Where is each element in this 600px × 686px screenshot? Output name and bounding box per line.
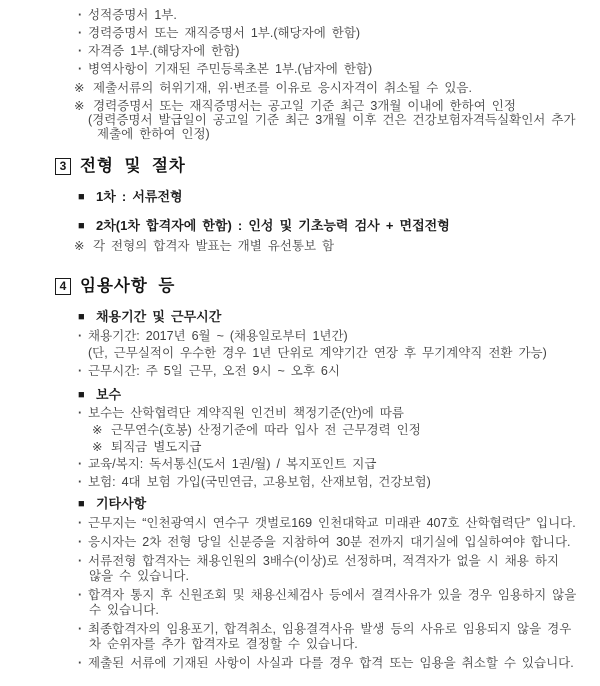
etc-item-text: 합격자 통지 후 신원조회 및 채용신체검사 등에서 결격사유가 있을 경우 임용하지 않을 — [88, 588, 577, 602]
dot-bullet-icon: · — [78, 535, 83, 549]
etc-item-text: 최종합격자의 임용포기, 합격취소, 임용결격사유 발생 등의 사유로 임용되지 않을 경우 — [88, 622, 572, 636]
etc-heading — [0, 496, 600, 512]
dot-bullet-icon: · — [78, 588, 83, 602]
note-text: 경력증명서 또는 재직증명서는 공고일 기준 최근 3개월 이내에 한하여 인정 — [93, 99, 516, 113]
stage1-line — [0, 189, 600, 205]
square-bullet-icon: ■ — [78, 311, 85, 323]
pay-base-line — [0, 406, 600, 421]
note-continuation — [0, 113, 600, 128]
dot-bullet-icon: · — [78, 364, 83, 378]
pay-note-line — [0, 440, 600, 455]
employment-period-text: 채용기간: 2017년 6월 ~ (채용일로부터 1년간) — [88, 329, 348, 343]
note-continuation — [0, 127, 600, 142]
employment-heading-text: 채용기간 및 근무시간 — [96, 309, 222, 324]
dot-bullet-icon: · — [78, 554, 83, 568]
dot-bullet-icon: · — [78, 406, 83, 420]
doc-list-item — [0, 8, 600, 23]
pay-note-text: 퇴직금 별도지급 — [111, 440, 202, 454]
section3-title: 전형 및 절차 — [80, 157, 186, 175]
doc-list-item-text: 병역사항이 기재된 주민등록초본 1부.(남자에 한함) — [88, 62, 373, 76]
reference-mark-icon: ※ — [92, 423, 103, 437]
pay-note-text: 근무연수(호봉) 산정기준에 따라 입사 전 근무경력 인정 — [111, 423, 421, 437]
note-line — [0, 239, 600, 254]
note-text: 제출서류의 허위기재, 위·변조를 이유로 응시자격이 취소될 수 있음. — [93, 81, 472, 95]
reference-mark-icon: ※ — [92, 440, 103, 454]
welfare-line — [0, 457, 600, 472]
pay-base-text: 보수는 산학협력단 계약직원 인건비 책정기준(안)에 따름 — [88, 406, 404, 420]
stage2-line — [0, 218, 600, 234]
etc-item — [0, 588, 600, 603]
square-bullet-icon: ■ — [78, 220, 85, 232]
etc-item — [0, 516, 600, 531]
pay-heading-text: 보수 — [96, 387, 122, 402]
doc-list-item — [0, 26, 600, 41]
work-hours-line — [0, 364, 600, 379]
section4-heading — [55, 276, 600, 296]
reference-mark-icon: ※ — [74, 239, 85, 253]
square-bullet-icon: ■ — [78, 498, 85, 510]
note-line — [0, 99, 600, 114]
etc-item-text: 서류전형 합격자는 채용인원의 3배수(이상)로 선정하며, 적격자가 없을 시 채용 하지 — [88, 554, 559, 568]
dot-bullet-icon: · — [78, 329, 83, 343]
square-bullet-icon: ■ — [78, 389, 85, 401]
employment-period-note-text: (단, 근무실적이 우수한 경우 1년 단위로 계약기간 연장 후 무기계약직 전환 가능) — [88, 346, 547, 360]
employment-period-line — [0, 329, 600, 344]
work-hours-text: 근무시간: 주 5일 근무, 오전 9시 ~ 오후 6시 — [88, 364, 340, 378]
doc-list-item — [0, 62, 600, 77]
note-text: (경력증명서 발급일이 공고일 기준 최근 3개월 이후 건은 건강보험자격득실확인서 추가 — [88, 113, 576, 127]
dot-bullet-icon: · — [78, 8, 83, 22]
dot-bullet-icon: · — [78, 656, 83, 670]
etc-item — [0, 554, 600, 569]
dot-bullet-icon: · — [78, 26, 83, 40]
etc-item-text: 수 있습니다. — [89, 603, 159, 617]
dot-bullet-icon: · — [78, 622, 83, 636]
etc-item-text: 차 순위자를 추가 합격자로 결정할 수 있습니다. — [89, 637, 358, 651]
insurance-line — [0, 475, 600, 490]
etc-item-continuation — [0, 569, 600, 584]
etc-item-text: 응시자는 2차 전형 당일 신분증을 지참하여 30분 전까지 대기실에 입실하여야 합니다. — [88, 535, 571, 549]
doc-list-item-text: 성적증명서 1부. — [88, 8, 177, 22]
note-text: 각 전형의 합격자 발표는 개별 유선통보 함 — [93, 239, 335, 253]
insurance-text: 보험: 4대 보험 가입(국민연금, 고용보험, 산재보험, 건강보험) — [88, 475, 431, 489]
section3-heading — [55, 156, 600, 176]
doc-list-item-text: 경력증명서 또는 재직증명서 1부.(해당자에 한함) — [88, 26, 361, 40]
reference-mark-icon: ※ — [74, 99, 85, 113]
dot-bullet-icon: · — [78, 44, 83, 58]
employment-period-note — [0, 346, 600, 361]
employment-heading — [0, 309, 600, 325]
etc-item-text: 근무지는 “인천광역시 연수구 갯벌로169 인천대학교 미래관 407호 산학협력단” 입니다. — [88, 516, 576, 530]
dot-bullet-icon: · — [78, 62, 83, 76]
reference-mark-icon: ※ — [74, 81, 85, 95]
dot-bullet-icon: · — [78, 516, 83, 530]
square-bullet-icon: ■ — [78, 191, 85, 203]
etc-item-continuation — [0, 637, 600, 652]
etc-heading-text: 기타사항 — [96, 496, 147, 511]
etc-item — [0, 656, 600, 671]
dot-bullet-icon: · — [78, 457, 83, 471]
stage1-text: 1차 : 서류전형 — [96, 189, 183, 204]
stage2-text: 2차(1차 합격자에 한함) : 인성 및 기초능력 검사 + 면접전형 — [96, 218, 450, 233]
etc-item — [0, 622, 600, 637]
doc-list-item — [0, 44, 600, 59]
pay-note-line — [0, 423, 600, 438]
welfare-text: 교육/복지: 독서통신(도서 1권/월) / 복지포인트 지급 — [88, 457, 377, 471]
doc-list-item-text: 자격증 1부.(해당자에 한함) — [88, 44, 240, 58]
etc-item-text: 제출된 서류에 기재된 사항이 사실과 다를 경우 합격 또는 임용을 취소할 수 있습니다. — [88, 656, 574, 670]
dot-bullet-icon: · — [78, 475, 83, 489]
note-text: 제출에 한하여 인정) — [97, 127, 210, 141]
etc-item — [0, 535, 600, 550]
boxed-number-3-icon: 3 — [55, 158, 71, 175]
boxed-number-4-icon: 4 — [55, 278, 71, 295]
etc-item-continuation — [0, 603, 600, 618]
section4-title: 임용사항 등 — [80, 277, 176, 295]
etc-item-text: 않을 수 있습니다. — [89, 569, 189, 583]
note-line — [0, 81, 600, 96]
pay-heading — [0, 387, 600, 403]
